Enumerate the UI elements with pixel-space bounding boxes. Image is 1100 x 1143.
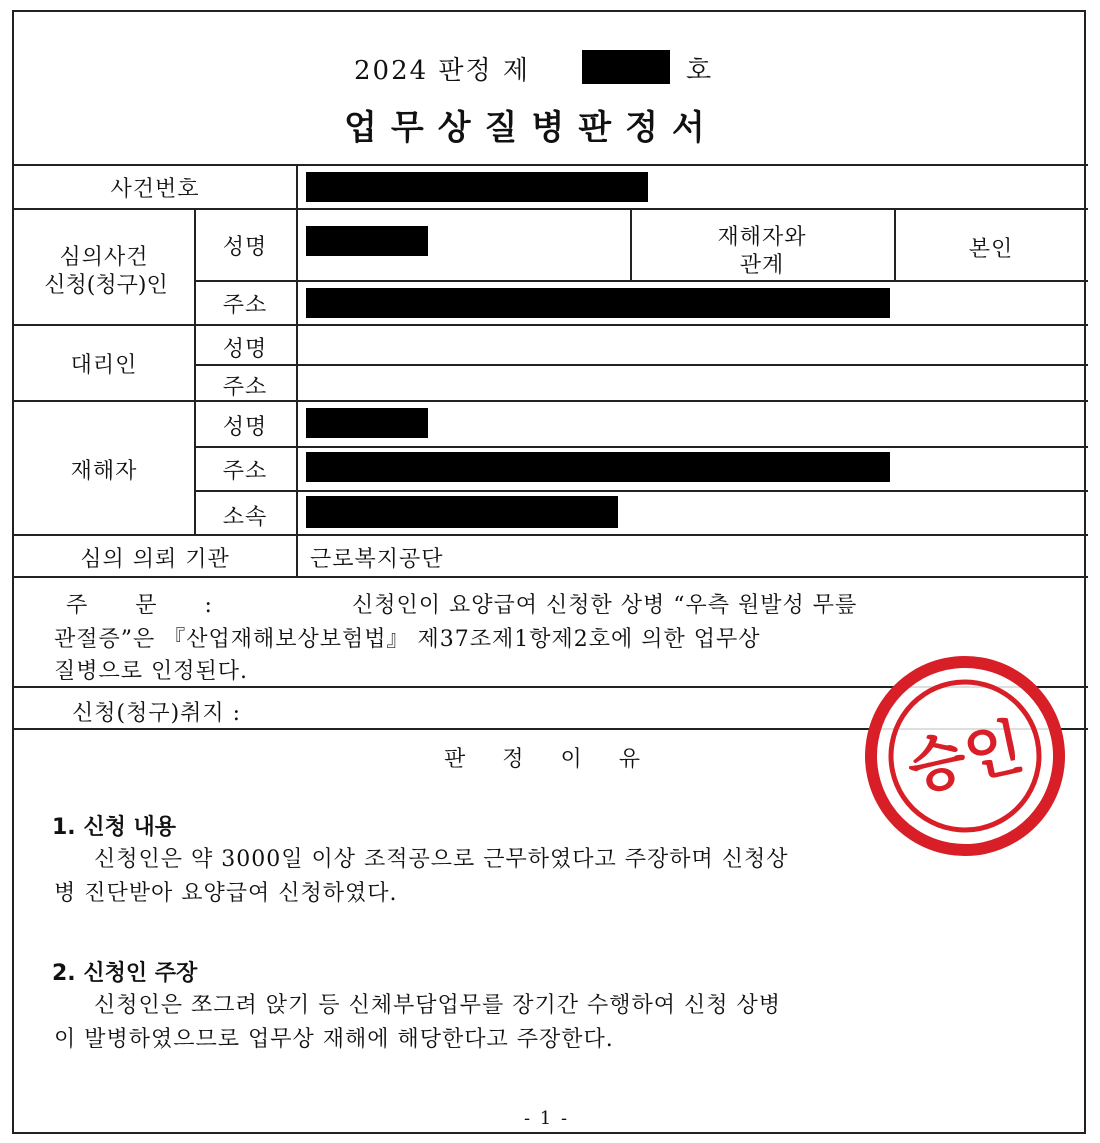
section-2-line-1: 신청인은 쪼그려 앉기 등 신체부담업무를 장기간 수행하여 신청 상병 (94, 993, 782, 1018)
stamp-text: 승인 (901, 711, 1030, 805)
approval-stamp (862, 653, 1068, 859)
redacted-worker-name (306, 408, 428, 438)
case-number-suffix: 호 (686, 56, 712, 86)
redacted-case-id (306, 172, 648, 202)
section-2-line-2: 이 발병하였으므로 업무상 재해에 해당한다고 주장한다. (54, 1027, 614, 1052)
page-number: - 1 - (524, 1108, 570, 1129)
section-1-heading: 1. 신청 내용 (52, 815, 176, 840)
order-line-3: 질병으로 인정된다. (54, 659, 249, 684)
affiliation-label: 소속 (222, 505, 268, 530)
redacted-worker-address (306, 452, 890, 482)
applicant-name-label: 성명 (222, 235, 268, 260)
applicant-label-line2: 신청(청구)인 (44, 273, 168, 298)
case-number-prefix: 2024 판정 제 (354, 56, 531, 86)
applicant-address-label: 주소 (222, 293, 268, 318)
agency-label: 심의 의뢰 기관 (80, 547, 230, 572)
order-label: 주 문 : (66, 593, 216, 618)
relation-label-line1: 재해자와 (717, 225, 807, 250)
agent-address-label: 주소 (222, 375, 268, 400)
redacted-case-number (582, 50, 670, 84)
relation-label-line2: 관계 (739, 253, 785, 278)
section-2-heading: 2. 신청인 주장 (52, 961, 198, 986)
relation-value: 본인 (968, 237, 1014, 262)
order-line-1: 신청인이 요양급여 신청한 상병 “우측 원발성 무릎 (352, 593, 858, 618)
redacted-applicant-address (306, 288, 890, 318)
order-line-2: 관절증”은 『산업재해보상보험법』 제37조제1항제2호에 의한 업무상 (54, 627, 761, 652)
agent-name-label: 성명 (222, 337, 268, 362)
applicant-label-line1: 심의사건 (59, 245, 149, 270)
worker-label: 재해자 (70, 459, 138, 484)
worker-address-label: 주소 (222, 459, 268, 484)
agency-value: 근로복지공단 (310, 547, 444, 572)
document-title: 업무상질병판정서 (344, 108, 719, 148)
agent-label: 대리인 (70, 353, 138, 378)
purpose-label: 신청(청구)취지 : (72, 701, 242, 726)
redacted-affiliation (306, 496, 618, 528)
redacted-applicant-name (306, 226, 428, 256)
section-1-line-1: 신청인은 약 3000일 이상 조적공으로 근무하였다고 주장하며 신청상 (94, 847, 789, 872)
section-1-line-2: 병 진단받아 요양급여 신청하였다. (54, 881, 398, 906)
case-number-label: 사건번호 (110, 177, 200, 202)
document-page (12, 10, 1086, 1134)
reason-title: 판 정 이 유 (444, 747, 644, 772)
worker-name-label: 성명 (222, 415, 268, 440)
